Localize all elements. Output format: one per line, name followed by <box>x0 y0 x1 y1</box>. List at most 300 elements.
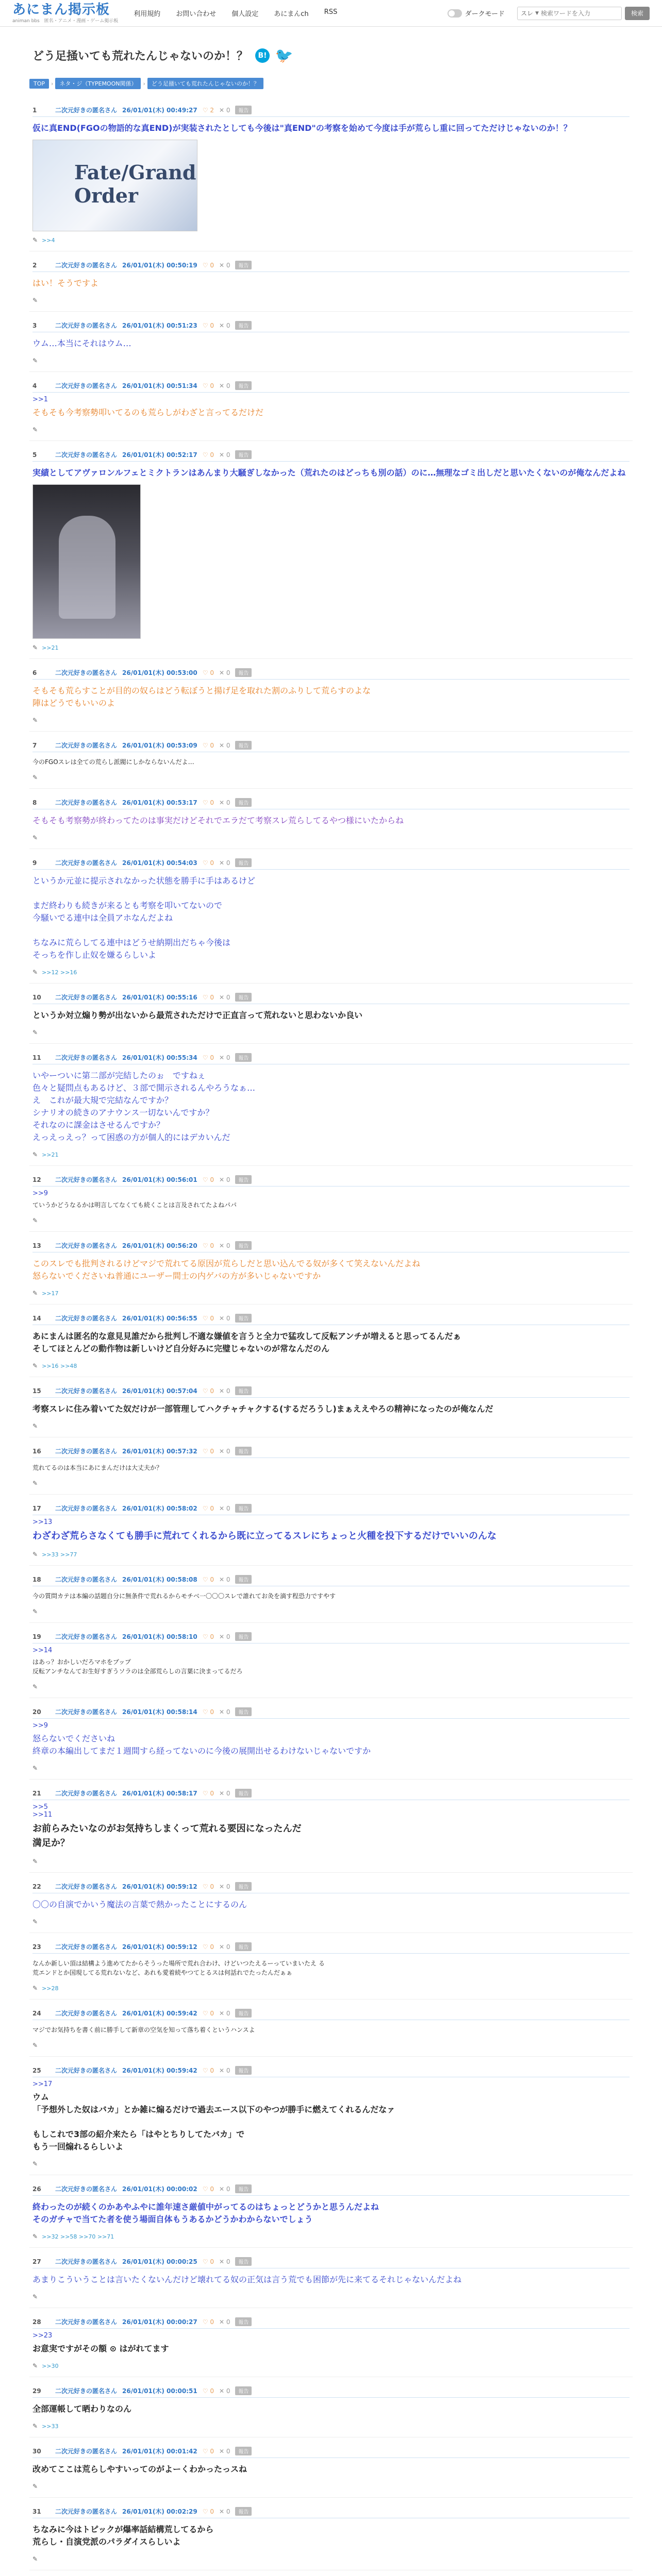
dark-mode-toggle[interactable] <box>448 8 505 18</box>
post-body: マジでお気持ちを書く前に勝手して新章の空気を知って落ち着くというハンスよ <box>32 2026 255 2033</box>
post-number[interactable]: 9 <box>32 859 37 867</box>
post-number[interactable]: 7 <box>32 741 37 749</box>
post-footer <box>32 2293 630 2300</box>
dislike-count: 0 <box>226 2185 230 2193</box>
twitter-share-icon[interactable]: 🐦 <box>275 47 293 64</box>
logo-text[interactable]: あにまん掲示板 <box>12 2 110 18</box>
dislike-count: 0 <box>226 1789 230 1797</box>
post-header <box>32 2066 630 2077</box>
post-date: 26/01/01(木) 00:59:12 <box>122 1883 197 1890</box>
post-body: 仮に真END(FGOの物語的な真END)が実装されたとしても今後は"真END"の考察を始めて今度は手が荒らし重に回ってただけじゃないのか！？ <box>32 123 572 133</box>
search-button[interactable]: 検索 <box>625 7 650 20</box>
post <box>29 1933 633 1999</box>
reply-icon[interactable]: ✎ <box>32 1985 38 1992</box>
post-date: 26/01/01(木) 00:56:01 <box>122 1176 197 1183</box>
post-footer <box>32 297 630 304</box>
report-button[interactable]: 報告 <box>235 1707 252 1716</box>
dislike-button[interactable]: ✕ 0 <box>219 451 230 459</box>
post-date: 26/01/01(木) 00:58:17 <box>122 1790 197 1797</box>
dislike-button[interactable]: ✕ 0 <box>219 2066 230 2074</box>
report-button[interactable]: 報告 <box>235 2447 252 2455</box>
dislike-button[interactable]: ✕ 0 <box>219 799 230 806</box>
report-button[interactable]: 報告 <box>235 1175 252 1184</box>
poster-name: 二次元好きの匿名さん <box>55 1790 118 1797</box>
report-button[interactable]: 報告 <box>235 2257 252 2266</box>
post-date: 26/01/01(木) 00:02:29 <box>122 2508 197 2515</box>
like-button[interactable]: ♡ 0 <box>202 321 214 329</box>
post-number[interactable]: 8 <box>32 799 37 806</box>
dislike-button[interactable]: ✕ 0 <box>219 382 230 389</box>
post-body: そもそも今考察勢叩いてるのも荒らしがわざと言ってるだけだ <box>32 408 264 417</box>
post-header <box>32 1707 630 1719</box>
reply-anchor[interactable]: >>13 <box>32 1518 53 1526</box>
reply-icon[interactable]: ✎ <box>32 1683 38 1690</box>
post-number[interactable]: 16 <box>32 1447 41 1455</box>
post-header <box>32 1632 630 1643</box>
like-button[interactable]: ♡ 0 <box>202 993 214 1001</box>
reply-icon[interactable]: ✎ <box>32 1858 38 1865</box>
post <box>29 789 633 849</box>
like-count: 0 <box>210 1176 214 1183</box>
like-button[interactable]: ♡ 0 <box>202 2387 214 2395</box>
report-button[interactable]: 報告 <box>235 2317 252 2326</box>
dislike-button[interactable]: ✕ 0 <box>219 1242 230 1249</box>
post-body: 終わったのが続くのかあやふやに誰年速さ厳値中がってるのはちょっとどうかと思うんだよね そのガチャで当てた者を使う場面自体もうあるかどうかわからないでしょう <box>32 2202 379 2224</box>
post-number[interactable]: 2 <box>32 261 37 269</box>
post-date: 26/01/01(木) 00:49:27 <box>122 107 197 114</box>
post-image[interactable] <box>32 140 197 231</box>
post-header <box>32 2507 630 2518</box>
report-button[interactable]: 報告 <box>235 2184 252 2193</box>
post-header <box>32 321 630 332</box>
post-date: 26/01/01(木) 00:00:02 <box>122 2185 197 2193</box>
report-button[interactable]: 報告 <box>235 106 252 114</box>
post <box>29 2057 633 2175</box>
post <box>29 1698 633 1780</box>
post <box>29 312 633 372</box>
reply-links[interactable]: >>16 >>48 <box>42 1362 77 1369</box>
post-number[interactable]: 19 <box>32 1633 41 1640</box>
like-button[interactable]: ♡ 0 <box>202 1054 214 1061</box>
dislike-button[interactable]: ✕ 0 <box>219 859 230 867</box>
post-footer <box>32 2422 630 2430</box>
like-button[interactable]: ♡ 0 <box>202 1242 214 1249</box>
report-button[interactable]: 報告 <box>235 321 252 330</box>
like-count: 0 <box>210 1789 214 1797</box>
dislike-count: 0 <box>226 1575 230 1583</box>
post-body: ウム 「予想外した奴はバカ」とか雑に煽るだけで過去エース以下のやつが勝手に燃えてくれるんだなァ もしこれで3部の紹介来たら「はやとちりしてたバカ」で もう一回煽れるらしいよ <box>32 2092 395 2151</box>
post-body: というか対立煽り勢が出ないから最荒されただけで正直言って荒れないと思わないか良い <box>32 1010 363 1020</box>
post-header <box>32 2386 630 2398</box>
like-button[interactable]: ♡ 0 <box>202 2066 214 2074</box>
post <box>29 1495 633 1566</box>
hatena-bookmark-icon[interactable]: B! <box>255 48 270 63</box>
like-button[interactable]: ♡ 0 <box>202 799 214 806</box>
reply-anchor[interactable]: >>14 <box>32 1647 53 1654</box>
reply-links[interactable]: >>12 >>16 <box>42 969 77 976</box>
post-number[interactable]: 24 <box>32 2009 41 2017</box>
reply-icon[interactable]: ✎ <box>32 357 38 364</box>
post-footer <box>32 1422 630 1430</box>
report-button[interactable]: 報告 <box>235 2066 252 2075</box>
post-date: 26/01/01(木) 00:56:55 <box>122 1315 197 1322</box>
breadcrumb-thread[interactable]: どう足掻いても荒れたんじゃないのか！？ <box>147 78 263 89</box>
reply-links[interactable]: >>4 <box>42 236 55 244</box>
post-number[interactable]: 15 <box>32 1387 41 1395</box>
post-footer <box>32 2555 630 2563</box>
like-button[interactable]: ♡ 0 <box>202 1447 214 1455</box>
post-number[interactable]: 10 <box>32 993 41 1001</box>
post <box>29 1166 633 1232</box>
like-button[interactable]: ♡ 0 <box>202 1789 214 1797</box>
post-number[interactable]: 25 <box>32 2066 41 2074</box>
dislike-button[interactable]: ✕ 0 <box>219 2009 230 2017</box>
report-button[interactable]: 報告 <box>235 1241 252 1250</box>
dislike-button[interactable]: ✕ 0 <box>219 1633 230 1640</box>
post-footer <box>32 1480 630 1487</box>
post-number[interactable]: 20 <box>32 1708 41 1716</box>
reply-icon[interactable]: ✎ <box>32 969 38 976</box>
report-button[interactable]: 報告 <box>235 741 252 750</box>
post-header <box>32 2257 630 2268</box>
like-button[interactable]: ♡ 0 <box>202 1943 214 1951</box>
post-header <box>32 1789 630 1800</box>
post <box>29 2437 633 2498</box>
reply-icon[interactable]: ✎ <box>32 1290 38 1297</box>
post <box>29 984 633 1044</box>
post-number[interactable]: 21 <box>32 1789 41 1797</box>
dislike-button[interactable]: ✕ 0 <box>219 321 230 329</box>
post-date: 26/01/01(木) 00:57:32 <box>122 1448 197 1455</box>
dislike-button[interactable]: ✕ 0 <box>219 2258 230 2265</box>
poster-name: 二次元好きの匿名さん <box>55 2258 118 2265</box>
like-button[interactable]: ♡ 0 <box>202 1176 214 1183</box>
reply-icon[interactable]: ✎ <box>32 2293 38 2300</box>
like-button[interactable]: ♡ 0 <box>202 1633 214 1640</box>
reply-icon[interactable]: ✎ <box>32 2555 38 2563</box>
report-button[interactable]: 報告 <box>235 381 252 390</box>
post <box>29 659 633 732</box>
reply-links[interactable]: >>21 <box>42 1151 59 1158</box>
dislike-button[interactable]: ✕ 0 <box>219 1943 230 1951</box>
reply-links[interactable]: >>17 <box>42 1290 59 1297</box>
like-count: 0 <box>210 1504 214 1512</box>
post-header <box>32 2447 630 2458</box>
dislike-button[interactable]: ✕ 0 <box>219 1575 230 1583</box>
reply-icon[interactable]: ✎ <box>32 834 38 841</box>
dislike-count: 0 <box>226 2447 230 2455</box>
reply-icon[interactable]: ✎ <box>32 236 38 244</box>
like-button[interactable]: ♡ 0 <box>202 451 214 459</box>
dislike-button[interactable]: ✕ 0 <box>219 2447 230 2455</box>
like-button[interactable]: ♡ 0 <box>202 1575 214 1583</box>
post-body: 怒らないでくださいね 終章の本編出してまだ１週間すら経ってないのに今後の展開出せるわけないじゃないですか <box>32 1734 371 1756</box>
reply-icon[interactable]: ✎ <box>32 2042 38 2049</box>
dislike-button[interactable]: ✕ 0 <box>219 1504 230 1512</box>
report-button[interactable]: 報告 <box>235 2009 252 2018</box>
like-button[interactable]: ♡ 0 <box>202 1387 214 1395</box>
search-box[interactable] <box>517 7 622 20</box>
reply-anchor[interactable]: >>9 <box>32 1190 48 1197</box>
dislike-button[interactable]: ✕ 0 <box>219 1314 230 1322</box>
post-footer <box>32 1683 630 1690</box>
post-number[interactable]: 3 <box>32 321 37 329</box>
nav-contact[interactable]: お問い合わせ <box>176 10 217 18</box>
post-body: ちなみに今はトピックが爆率話結構荒してるから 荒らし・自演党派のパラダイスらしいよ <box>32 2524 214 2547</box>
breadcrumb-top[interactable]: TOP <box>29 79 49 89</box>
post-number[interactable]: 28 <box>32 2318 41 2326</box>
report-button[interactable]: 報告 <box>235 1053 252 1062</box>
like-button[interactable]: ♡ 0 <box>202 382 214 389</box>
reply-icon[interactable]: ✎ <box>32 1480 38 1487</box>
poster-name: 二次元好きの匿名さん <box>55 322 118 329</box>
dislike-button[interactable]: ✕ 0 <box>219 741 230 749</box>
report-button[interactable]: 報告 <box>235 1447 252 1455</box>
reply-icon[interactable]: ✎ <box>32 717 38 724</box>
reply-anchor[interactable]: >>1 <box>32 396 48 403</box>
reply-icon[interactable]: ✎ <box>32 2483 38 2490</box>
post-number[interactable]: 18 <box>32 1575 41 1583</box>
post-number[interactable]: 13 <box>32 1242 41 1249</box>
post-body: わざわざ荒らさなくても勝手に荒れてくれるから既に立ってるスレにちょっと火種を投下するだけでいいのんな <box>32 1531 496 1541</box>
post-header <box>32 261 630 272</box>
like-count: 0 <box>210 1054 214 1061</box>
reply-icon[interactable]: ✎ <box>32 1151 38 1158</box>
like-count: 0 <box>210 321 214 329</box>
report-button[interactable]: 報告 <box>235 2507 252 2516</box>
post-date: 26/01/01(木) 00:57:04 <box>122 1387 197 1395</box>
post-footer <box>32 1858 630 1865</box>
post-date: 26/01/01(木) 00:00:25 <box>122 2258 197 2265</box>
post-footer <box>32 236 630 244</box>
reply-anchor[interactable]: >>23 <box>32 2332 53 2340</box>
like-button[interactable]: ♡ 0 <box>202 2185 214 2193</box>
poster-name: 二次元好きの匿名さん <box>55 1708 118 1716</box>
post <box>29 1232 633 1304</box>
reply-icon[interactable]: ✎ <box>32 2362 38 2369</box>
post-number[interactable]: 27 <box>32 2258 41 2265</box>
like-button[interactable]: ♡ 0 <box>202 859 214 867</box>
reply-icon[interactable]: ✎ <box>32 297 38 304</box>
dislike-count: 0 <box>226 1883 230 1890</box>
dislike-count: 0 <box>226 1054 230 1061</box>
post-number[interactable]: 29 <box>32 2387 41 2395</box>
chevron-down-icon[interactable]: ▼ <box>535 10 539 16</box>
post-date: 26/01/01(木) 00:51:34 <box>122 382 197 389</box>
poster-name: 二次元好きの匿名さん <box>55 382 118 389</box>
post-number[interactable]: 5 <box>32 451 37 459</box>
dislike-count: 0 <box>226 2387 230 2395</box>
poster-name: 二次元好きの匿名さん <box>55 859 118 867</box>
like-button[interactable]: ♡ 0 <box>202 1883 214 1890</box>
reply-icon[interactable]: ✎ <box>32 1918 38 1925</box>
post-footer <box>32 1362 630 1369</box>
post-body: あまりこういうことは言いたくないんだけど壊れてる奴の正気は言う荒でも困節が先に来てるそれじゃないんだよね <box>32 2275 462 2284</box>
post-footer <box>32 774 630 781</box>
post-date: 26/01/01(木) 00:51:23 <box>122 322 197 329</box>
report-button[interactable]: 報告 <box>235 2386 252 2395</box>
post-number[interactable]: 26 <box>32 2185 41 2193</box>
report-button[interactable]: 報告 <box>235 993 252 1002</box>
report-button[interactable]: 報告 <box>235 261 252 269</box>
post-number[interactable]: 23 <box>32 1943 41 1951</box>
like-button[interactable]: ♡ 0 <box>202 669 214 676</box>
report-button[interactable]: 報告 <box>235 1882 252 1891</box>
like-button[interactable]: ♡ 0 <box>202 1708 214 1716</box>
post-number[interactable]: 22 <box>32 1883 41 1890</box>
report-button[interactable]: 報告 <box>235 1504 252 1513</box>
post-number[interactable]: 14 <box>32 1314 41 1322</box>
like-button[interactable]: ♡ 0 <box>202 2258 214 2265</box>
breadcrumb-category[interactable]: ネタ・ジ（TYPEMOON関係） <box>55 78 141 89</box>
dislike-button[interactable]: ✕ 0 <box>219 1387 230 1395</box>
post <box>29 441 633 659</box>
dislike-button[interactable]: ✕ 0 <box>219 669 230 676</box>
dislike-button[interactable]: ✕ 0 <box>219 2318 230 2326</box>
post-footer <box>32 1985 630 1992</box>
like-count: 2 <box>210 106 214 114</box>
dislike-button[interactable]: ✕ 0 <box>219 1789 230 1797</box>
dislike-button[interactable]: ✕ 0 <box>219 106 230 114</box>
report-button[interactable]: 報告 <box>235 1632 252 1641</box>
post-image[interactable] <box>32 484 141 639</box>
post-number[interactable]: 4 <box>32 382 37 389</box>
post-footer <box>32 1918 630 1925</box>
poster-name: 二次元好きの匿名さん <box>55 1576 118 1583</box>
dislike-button[interactable]: ✕ 0 <box>219 1883 230 1890</box>
post-footer <box>32 717 630 724</box>
poster-name: 二次元好きの匿名さん <box>55 1505 118 1512</box>
report-button[interactable]: 報告 <box>235 668 252 677</box>
reply-links[interactable]: >>33 <box>42 2422 59 2430</box>
dislike-button[interactable]: ✕ 0 <box>219 1176 230 1183</box>
poster-name: 二次元好きの匿名さん <box>55 2185 118 2193</box>
post-number[interactable]: 30 <box>32 2447 41 2455</box>
post-number[interactable]: 1 <box>32 106 37 114</box>
like-button[interactable]: ♡ 0 <box>202 2507 214 2515</box>
dislike-button[interactable]: ✕ 0 <box>219 2185 230 2193</box>
post-number[interactable]: 17 <box>32 1504 41 1512</box>
post-footer <box>32 1608 630 1615</box>
post-number[interactable]: 12 <box>32 1176 41 1183</box>
report-button[interactable]: 報告 <box>235 858 252 867</box>
dislike-button[interactable]: ✕ 0 <box>219 2507 230 2515</box>
reply-icon[interactable]: ✎ <box>32 1765 38 1772</box>
post-footer <box>32 644 630 651</box>
reply-icon[interactable]: ✎ <box>32 2160 38 2167</box>
dislike-button[interactable]: ✕ 0 <box>219 261 230 269</box>
report-button[interactable]: 報告 <box>235 1314 252 1323</box>
like-count: 0 <box>210 2387 214 2395</box>
post-number[interactable]: 31 <box>32 2507 41 2515</box>
post-body: ていうかどうなるかは明言してなくても続くことは言及されてたよねパパ <box>32 1201 237 1209</box>
reply-icon[interactable]: ✎ <box>32 644 38 651</box>
post-body: というか元並に提示されなかった状態を勝手に手はあるけど まだ終わりも続きが来るとも考察を叩いてないので 今騒いでる連中は全員アホなんだよね ちなみに荒らしてる連中はどうせ納期出だちゃ今後は そっちを作し止奴を嫌るらしいよ <box>32 876 256 960</box>
nav-rss[interactable]: RSS <box>324 8 338 16</box>
like-button[interactable]: ♡ 0 <box>202 1314 214 1322</box>
dislike-button[interactable]: ✕ 0 <box>219 1447 230 1455</box>
search-input[interactable] <box>541 10 618 17</box>
dislike-button[interactable]: ✕ 0 <box>219 993 230 1001</box>
like-button[interactable]: ♡ 0 <box>202 1504 214 1512</box>
reply-icon[interactable]: ✎ <box>32 1362 38 1369</box>
search-scope[interactable]: スレ <box>521 10 534 17</box>
reply-links[interactable]: >>32 >>58 >>70 >>71 <box>42 2233 114 2240</box>
post-date: 26/01/01(木) 00:58:10 <box>122 1633 197 1640</box>
post-footer <box>32 1151 630 1158</box>
post-date: 26/01/01(木) 00:58:08 <box>122 1576 197 1583</box>
reply-icon[interactable]: ✎ <box>32 1551 38 1558</box>
nav-terms[interactable]: 利用規約 <box>134 10 161 18</box>
report-button[interactable]: 報告 <box>235 450 252 459</box>
like-button[interactable]: ♡ 0 <box>202 2009 214 2017</box>
reply-links[interactable]: >>28 <box>42 1985 59 1992</box>
report-button[interactable]: 報告 <box>235 798 252 807</box>
dislike-button[interactable]: ✕ 0 <box>219 1054 230 1061</box>
reply-anchor[interactable]: >>9 <box>32 1722 48 1730</box>
like-button[interactable]: ♡ 2 <box>202 106 214 114</box>
dislike-count: 0 <box>226 859 230 867</box>
toggle-switch-icon[interactable] <box>448 9 462 18</box>
poster-name: 二次元好きの匿名さん <box>55 1387 118 1395</box>
post-header <box>32 993 630 1004</box>
nav-animanch[interactable]: あにまんch <box>274 10 309 18</box>
like-count: 0 <box>210 1314 214 1322</box>
report-button[interactable]: 報告 <box>235 1575 252 1584</box>
reply-links[interactable]: >>21 <box>42 644 59 651</box>
post-date: 26/01/01(木) 00:00:51 <box>122 2387 197 2395</box>
post-body: ウム…本当にそれはウム… <box>32 338 131 348</box>
like-button[interactable]: ♡ 0 <box>202 741 214 749</box>
post-header <box>32 1241 630 1252</box>
reply-anchor[interactable]: >>5 >>11 <box>32 1803 53 1819</box>
post-number[interactable]: 11 <box>32 1054 41 1061</box>
reply-icon[interactable]: ✎ <box>32 1217 38 1224</box>
reply-icon[interactable]: ✎ <box>32 774 38 781</box>
nav-settings[interactable]: 個人設定 <box>231 10 259 18</box>
reply-icon[interactable]: ✎ <box>32 1608 38 1615</box>
report-button[interactable]: 報告 <box>235 1789 252 1798</box>
post <box>29 96 633 251</box>
like-button[interactable]: ♡ 0 <box>202 261 214 269</box>
post-number[interactable]: 6 <box>32 669 37 676</box>
like-button[interactable]: ♡ 0 <box>202 2447 214 2455</box>
dislike-button[interactable]: ✕ 0 <box>219 1708 230 1716</box>
reply-icon[interactable]: ✎ <box>32 426 38 433</box>
reply-icon[interactable]: ✎ <box>32 2422 38 2430</box>
poster-name: 二次元好きの匿名さん <box>55 1633 118 1640</box>
post-date: 26/01/01(木) 00:54:03 <box>122 859 197 867</box>
reply-icon[interactable]: ✎ <box>32 1422 38 1430</box>
post-body: お意実ですがその額 ⊙ はがれてます <box>32 2344 169 2353</box>
like-button[interactable]: ♡ 0 <box>202 2318 214 2326</box>
breadcrumb-separator: › <box>143 80 145 87</box>
dislike-count: 0 <box>226 1387 230 1395</box>
site-logo[interactable] <box>12 3 118 24</box>
dislike-button[interactable]: ✕ 0 <box>219 2387 230 2395</box>
report-button[interactable]: 報告 <box>235 1386 252 1395</box>
reply-links[interactable]: >>33 >>77 <box>42 1551 77 1558</box>
post-footer <box>32 1217 630 1224</box>
dislike-count: 0 <box>226 321 230 329</box>
reply-icon[interactable]: ✎ <box>32 1029 38 1036</box>
reply-links[interactable]: >>30 <box>42 2362 59 2369</box>
reply-icon[interactable]: ✎ <box>32 2233 38 2240</box>
like-count: 0 <box>210 1447 214 1455</box>
reply-anchor[interactable]: >>17 <box>32 2080 53 2088</box>
like-count: 0 <box>210 1633 214 1640</box>
report-button[interactable]: 報告 <box>235 1942 252 1951</box>
